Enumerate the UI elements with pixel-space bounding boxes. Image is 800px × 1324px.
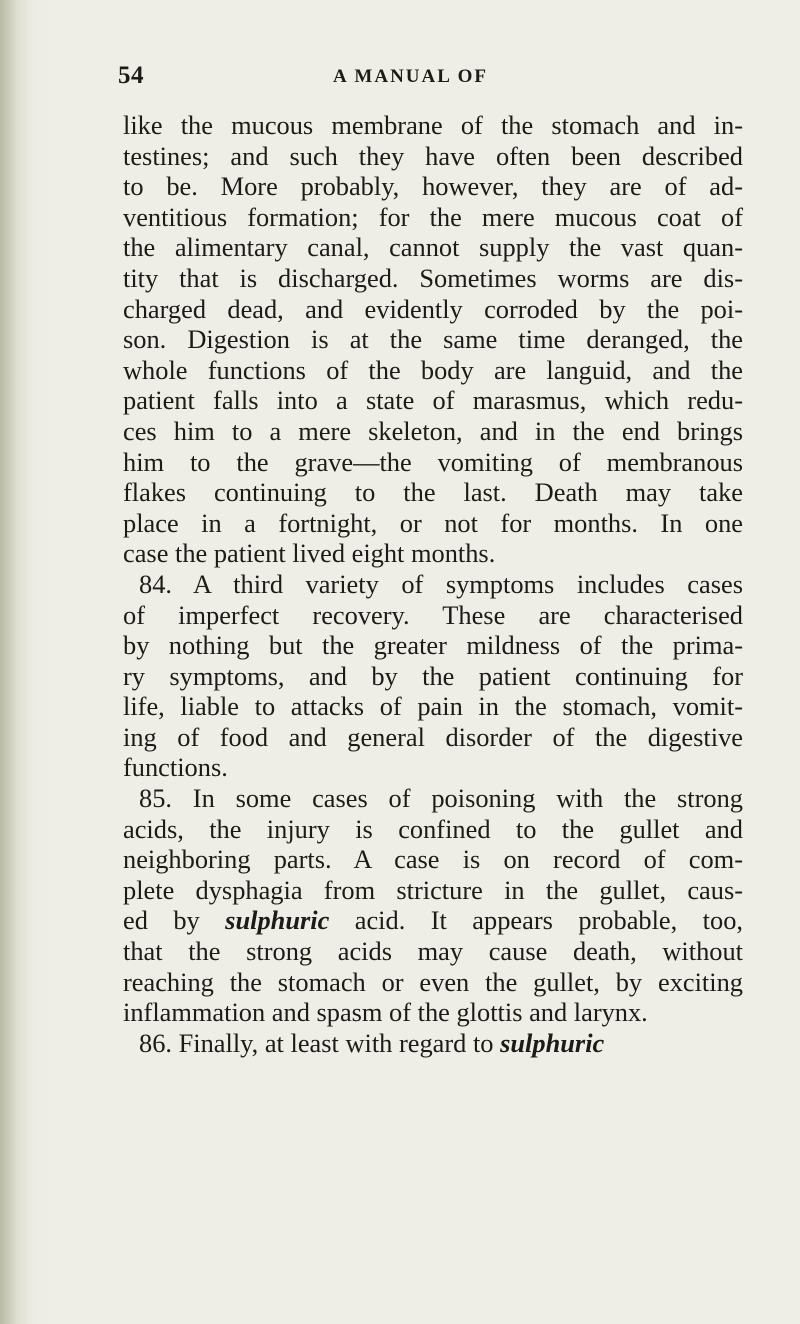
text-segment: ed by [123,905,226,936]
text-line: patient falls into a state of marasmus, which redu- [123,385,743,416]
text-segment: acid. It appears probable, too, [329,905,743,936]
text-line: whole functions of the body are languid, and the [123,354,743,385]
text-segment: 86. Finally, at least with regard to [139,1027,501,1058]
text-line: by nothing but the greater mildness of the prima- [123,630,743,661]
text-line: testines; and such they have often been described [123,140,743,171]
binding-gutter [0,0,28,1324]
text-line: ing of food and general disorder of the digestive [123,721,743,752]
text-line: plete dysphagia from stricture in the gullet, caus- [123,874,743,905]
running-head: A MANUAL OF [333,66,488,87]
text-line: inflammation and spasm of the glottis and larynx. [123,997,648,1028]
text-line: functions. [123,752,228,783]
text-line: tity that is discharged. Sometimes worms are dis- [123,262,743,293]
text-line: like the mucous membrane of the stomach and in- [123,110,743,140]
paragraph-84-start: 84. A third variety of symptoms includes cases [139,568,743,599]
text-line: of imperfect recovery. These are characterised [123,599,743,630]
text-line-with-italic [123,905,743,936]
paragraph-86-start [123,1028,743,1059]
text-line: life, liable to attacks of pain in the stomach, vomit- [123,691,743,722]
text-line: ry symptoms, and by the patient continuing for [123,660,743,691]
text-line: neighboring parts. A case is on record of com- [123,844,743,875]
text-line: case the patient lived eight months. [123,538,496,569]
text-line: charged dead, and evidently corroded by the poi- [123,293,743,324]
text-line: him to the grave—the vomiting of membranous [123,446,743,477]
text-line: to be. More probably, however, they are of ad- [123,171,743,202]
paragraph-85-start: 85. In some cases of poisoning with the strong [139,783,743,814]
text-line: place in a fortnight, or not for months. In one [123,507,743,538]
text-line: son. Digestion is at the same time deranged, the [123,324,743,355]
text-line: flakes continuing to the last. Death may take [123,477,743,508]
text-line: ces him to a mere skeleton, and in the end brings [123,415,743,446]
page-number: 54 [118,62,144,89]
italic-term: sulphuric [225,905,330,936]
text-line: that the strong acids may cause death, without [123,936,743,967]
text-line: the alimentary canal, cannot supply the vast quan- [123,232,743,263]
italic-term: sulphuric [500,1027,605,1058]
text-line: reaching the stomach or even the gullet, by exciting [123,966,743,997]
text-line: ventitious formation; for the mere mucous coat of [123,201,743,232]
text-line: acids, the injury is confined to the gullet and [123,813,743,844]
body-text [123,110,743,1058]
page-header [118,62,738,96]
